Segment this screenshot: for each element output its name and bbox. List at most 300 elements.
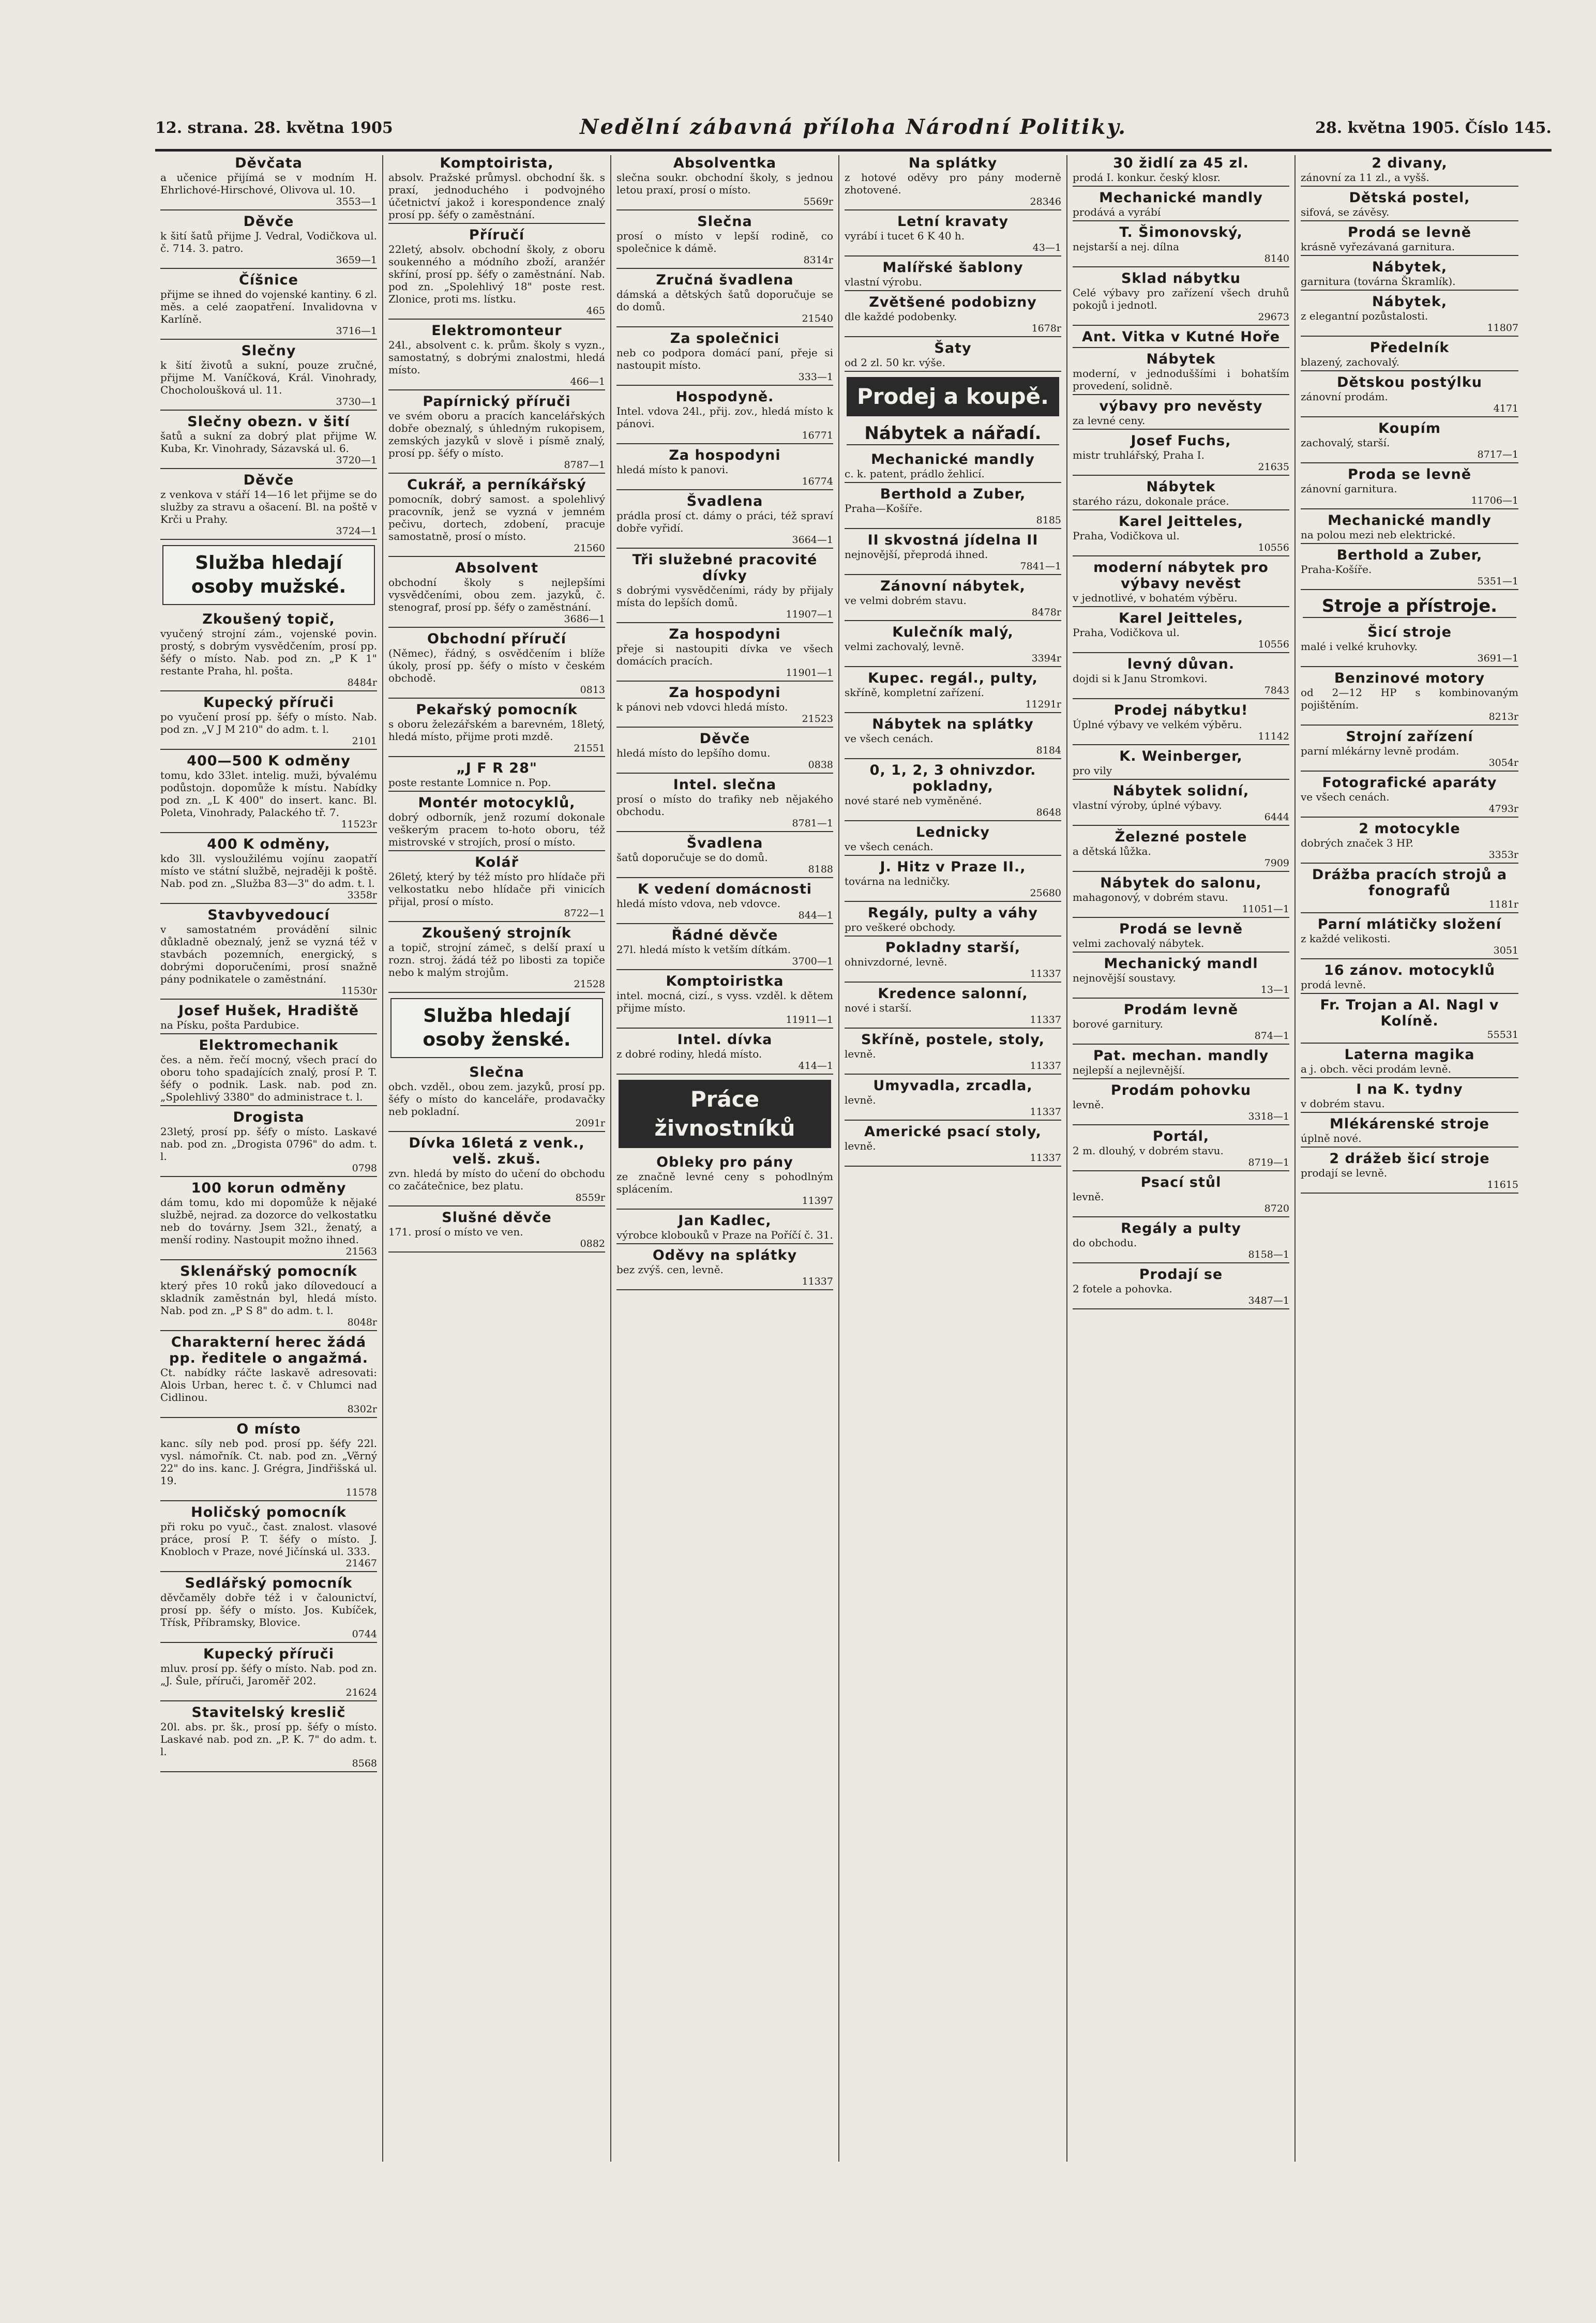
classified-ad <box>388 631 605 699</box>
ad-title: Dětskou postýlku <box>1337 374 1482 390</box>
ad-code: 4171 <box>1493 403 1518 414</box>
ad-title: Zkoušený strojník <box>422 925 571 941</box>
ad-text: levně. <box>845 1094 876 1106</box>
ad-title: Prodám levně <box>1123 1002 1239 1018</box>
classified-ad <box>388 227 605 320</box>
classified-ad <box>845 859 1061 902</box>
ad-code: 21528 <box>574 978 605 990</box>
ad-title: Mechanické mandly <box>1328 512 1492 529</box>
ad-code: 7843 <box>1264 685 1289 696</box>
ad-title: O místo <box>236 1421 301 1437</box>
ad-title: Charakterní herec žádá pp. ředitele o angažmá. <box>169 1334 368 1366</box>
ad-title: Za hospodyni <box>669 685 781 701</box>
ad-text: vlastní výrobu. <box>845 276 922 288</box>
classified-ad <box>845 824 1061 856</box>
classified-ad <box>1301 1116 1518 1148</box>
ad-title: I na K. tydny <box>1356 1081 1463 1097</box>
ad-text: nejstarší a nej. dílna <box>1073 240 1180 253</box>
ad-title: 16 zánov. motocyklů <box>1324 962 1495 978</box>
ad-code: 3318—1 <box>1248 1111 1289 1122</box>
ad-text: levně. <box>845 1140 876 1152</box>
ad-code: 5351—1 <box>1477 576 1518 587</box>
ad-title: Elektromonteur <box>431 323 562 339</box>
ad-text: výrobce klobouků v Praze na Poříčí č. 31. <box>616 1229 833 1241</box>
ad-code: 11911—1 <box>786 1014 833 1025</box>
ad-title: Šicí stroje <box>1367 624 1452 640</box>
ad-title: Slečna <box>697 214 752 230</box>
ad-title: Berthold a Zuber, <box>1336 547 1483 563</box>
ad-code: 4793r <box>1488 803 1518 814</box>
ad-text: tomu, kdo 33let. intelig. muži, bývalému podůstojn. dopomůže k místu. Nabídky pod zn. „L K 400" do insert. kanc. Bl. Poleta, Vinohrady, Palackého tř. 7. <box>160 769 377 819</box>
ad-title: Sklad nábytku <box>1121 270 1241 286</box>
ad-code: 8302r <box>347 1404 377 1415</box>
ad-text: pro vily <box>1073 764 1112 777</box>
ad-title: levný důvan. <box>1127 656 1235 672</box>
ad-text: (Němec), řádný, s osvědčením i blíže úkoly, prosí pp. šéfy o místo v českém obchodě. <box>388 647 605 684</box>
classified-ad <box>1073 560 1289 607</box>
ad-title: Prodá se levně <box>1119 921 1243 937</box>
ad-title: Jan Kadlec, <box>678 1213 772 1229</box>
ad-code: 7909 <box>1264 857 1289 869</box>
ad-code: 3553—1 <box>336 196 377 207</box>
ad-title: Drogista <box>233 1109 305 1125</box>
classified-ad <box>388 795 605 851</box>
ad-title: Berthold a Zuber, <box>880 486 1026 502</box>
classified-ad <box>388 1210 605 1253</box>
ad-text: po vyučení prosí pp. šéfy o místo. Nab. pod zn. „V J M 210" do adm. t. l. <box>160 711 377 735</box>
ad-title: 2 motocykle <box>1359 821 1461 837</box>
ad-title: 2 drážeb šicí stroje <box>1329 1151 1490 1167</box>
ad-title: Koupím <box>1378 420 1441 436</box>
classified-ad <box>388 854 605 922</box>
classified-ad <box>845 1032 1061 1075</box>
header-left: 12. strana. 28. května 1905 <box>155 119 393 137</box>
ad-code: 5569r <box>803 196 833 207</box>
ad-title: Kupecký příruči <box>203 695 334 711</box>
classified-ad <box>1073 1174 1289 1217</box>
ad-code: 0798 <box>352 1163 377 1174</box>
column-1 <box>155 155 383 2162</box>
ad-code: 0813 <box>580 684 605 696</box>
classified-ad <box>1301 916 1518 959</box>
classified-ad <box>845 578 1061 621</box>
ad-text: obch. vzděl., obou zem. jazyků, prosí pp. šéfy o místo do kanceláře, prodavačky neb pokladní. <box>388 1080 605 1118</box>
ad-text: hledá místo do lepšího domu. <box>616 747 771 759</box>
classified-ad <box>160 472 377 540</box>
ad-title: Kredence salonní, <box>878 986 1028 1002</box>
ad-code: 466—1 <box>570 376 605 387</box>
section-subheading: Nábytek a nářadí. <box>847 423 1059 445</box>
ad-title: 400 K odměny, <box>207 836 330 852</box>
ad-title: Malířské šablony <box>882 260 1023 276</box>
ad-title: Prodají se <box>1139 1266 1223 1283</box>
ad-text: kanc. síly neb pod. prosí pp. šéfy 22l. vysl. námořník. Ct. nab. pod zn. „Věrný 22" do ins. kanc. J. Grégra, Jindřišská ul. 19. <box>160 1437 377 1487</box>
ad-title: Kolář <box>475 854 519 870</box>
ad-title: Tři služebné pracovité dívky <box>632 552 818 584</box>
classified-ad <box>388 1135 605 1206</box>
classified-ad <box>616 685 833 728</box>
ad-code: 21563 <box>345 1246 377 1257</box>
classified-ad <box>1301 259 1518 291</box>
classified-ad <box>1301 190 1518 221</box>
classified-ad <box>1073 224 1289 267</box>
ad-code: 11337 <box>1030 1106 1061 1118</box>
ad-title: Nábytek solidní, <box>1112 783 1249 799</box>
classified-ad <box>160 414 377 469</box>
section-heading: Služba hledají osoby ženské. <box>390 998 603 1058</box>
ad-text: nejnovější, přeprodá ihned. <box>845 548 988 561</box>
ad-code: 3686—1 <box>564 613 605 625</box>
ad-text: parní mlékárny levně prodám. <box>1301 745 1459 757</box>
ad-title: Nábytek, <box>1372 294 1448 310</box>
ad-code: 21624 <box>345 1687 377 1698</box>
classified-ad <box>1073 398 1289 430</box>
classified-ad <box>160 1704 377 1772</box>
ad-title: Kupecký příruči <box>203 1646 334 1662</box>
classified-ad <box>845 214 1061 257</box>
ad-text: od 2—12 HP s kombinovaným pojištěním. <box>1301 686 1518 711</box>
ad-code: 16771 <box>802 430 833 441</box>
ad-title: Sedlářský pomocník <box>185 1575 353 1591</box>
ad-title: Dívka 16letá z venk., velš. zkuš. <box>409 1135 585 1167</box>
ad-title: 100 korun odměny <box>191 1180 347 1196</box>
classified-ad <box>845 1078 1061 1121</box>
ad-text: dobrých značek 3 HP. <box>1301 837 1414 849</box>
ad-text: přijme se ihned do vojenské kantiny. 6 zl. měs. a celé zaopatření. Invalidovna v Karlíně. <box>160 288 377 325</box>
ad-code: 8720 <box>1264 1203 1289 1214</box>
ad-code: 11337 <box>1030 1014 1061 1025</box>
classified-ad <box>1073 1082 1289 1125</box>
ad-title: Slušné děvče <box>442 1210 552 1226</box>
ad-code: 0744 <box>352 1628 377 1640</box>
ad-text: levně. <box>1073 1190 1104 1203</box>
ad-title: Skříně, postele, stoly, <box>861 1032 1045 1048</box>
ad-title: Za hospodyni <box>669 447 781 463</box>
ad-text: nejnovější soustavy. <box>1073 972 1176 984</box>
classified-ad <box>616 389 833 444</box>
ad-title: Proda se levně <box>1347 466 1472 482</box>
ad-code: 21560 <box>574 542 605 554</box>
classified-ad <box>160 1037 377 1106</box>
classified-ad <box>616 1247 833 1290</box>
ad-title: Psací stůl <box>1140 1174 1222 1190</box>
classified-ad <box>160 343 377 411</box>
ad-title: Lednicky <box>916 824 990 840</box>
ad-title: Děvče <box>243 472 294 488</box>
classified-ad <box>1073 783 1289 826</box>
ad-code: 10556 <box>1258 542 1289 553</box>
ad-text: hledá místo vdova, neb vdovce. <box>616 897 781 910</box>
ad-title: Obleky pro pány <box>656 1154 793 1170</box>
ad-text: přeje si nastoupiti dívka ve všech domácích pracích. <box>616 642 833 667</box>
ad-title: Šaty <box>934 340 972 356</box>
ad-text: mistr truhlářský, Praha I. <box>1073 449 1204 461</box>
ad-title: Děvče <box>699 731 750 747</box>
ad-text: zánovní prodám. <box>1301 390 1388 403</box>
ad-text: k šití šatů přijme J. Vedral, Vodičkova ul. č. 714. 3. patro. <box>160 230 377 254</box>
classified-ad <box>845 670 1061 713</box>
ad-text: velmi zachovalý nábytek. <box>1073 937 1204 949</box>
ad-title: Josef Fuchs, <box>1131 433 1231 449</box>
ad-text: do obchodu. <box>1073 1236 1137 1249</box>
ad-code: 8781—1 <box>792 818 833 829</box>
ad-title: Slečny <box>241 343 296 359</box>
classified-ad <box>1301 512 1518 544</box>
ad-text: c. k. patent, prádlo žehlicí. <box>845 467 985 480</box>
classified-ad <box>1073 1220 1289 1263</box>
ad-text: moderní, v jednoduššími i bohatším provedení, solidně. <box>1073 367 1289 392</box>
ad-code: 13—1 <box>1260 984 1289 995</box>
classified-ad <box>845 486 1061 529</box>
ad-text: Praha, Vodičkova ul. <box>1073 530 1180 542</box>
ad-code: 3394r <box>1031 653 1061 664</box>
ad-title: Pokladny starší, <box>885 940 1021 956</box>
ad-title: Mechanické mandly <box>871 451 1035 467</box>
ad-title: Nábytek do salonu, <box>1100 875 1262 891</box>
ad-title: Nábytek, <box>1372 259 1448 275</box>
ad-code: 21523 <box>802 713 833 725</box>
ad-text: Praha, Vodičkova ul. <box>1073 626 1180 639</box>
classified-ad <box>1073 479 1289 510</box>
ad-text: ohnivzdorné, levně. <box>845 956 947 968</box>
ad-code: 11901—1 <box>786 667 833 678</box>
ad-code: 11706—1 <box>1471 495 1518 506</box>
ad-code: 3730—1 <box>336 396 377 408</box>
ad-title: Montér motocyklů, <box>418 795 576 811</box>
ad-code: 29673 <box>1258 311 1289 323</box>
ad-code: 8140 <box>1264 253 1289 264</box>
ad-text: mahagonový, v dobrém stavu. <box>1073 891 1228 903</box>
section-heading: Prodej a koupě. <box>847 377 1059 416</box>
page-header <box>155 115 1552 146</box>
classified-ad <box>1073 1048 1289 1079</box>
ad-text: 22letý, absolv. obchodní školy, z oboru soukenného a módního zboží, aranžér skříní, prosí pp. šéfy o zaměstnání. Nab. pod zn. „Spolehlivý 18" poste rest. Zlonice, proti ms. lístku. <box>388 243 605 305</box>
ad-code: 11578 <box>345 1487 377 1498</box>
ad-text: ve všech cenách. <box>1301 791 1390 803</box>
classified-ad <box>616 973 833 1029</box>
classified-ad <box>160 695 377 750</box>
ad-text: dobrý odborník, jenž rozumí dokonale veškerým pracem to-hoto oboru, též mistrovské v strojích, prosí o místo. <box>388 811 605 848</box>
ad-title: Stavbyvedoucí <box>207 907 330 923</box>
ad-text: prodává a vyrábí <box>1073 206 1161 218</box>
classified-ad <box>160 753 377 833</box>
ad-code: 11337 <box>1030 1060 1061 1072</box>
ad-text: vyučený strojní zám., vojenské povin. prostý, s dobrým vysvědčením, prosí pp. šéfy o místo. Nab. pod zn. „P K 1" restante Praha, hl. pošta. <box>160 627 377 677</box>
ad-title: Předelník <box>1369 340 1450 356</box>
ad-title: 400—500 K odměny <box>187 753 351 769</box>
ad-text: na polou mezi neb elektrické. <box>1301 529 1456 541</box>
classified-ad <box>1073 514 1289 556</box>
ad-title: K vedení domácnosti <box>638 881 812 897</box>
ad-code: 25680 <box>1030 887 1061 899</box>
ad-text: absolv. Pražské průmysl. obchodní šk. s praxí, jednoduchého i podvojného účetnictví jakož i korespondence znalý prosí pp. šéfy o zaměstnání. <box>388 171 605 221</box>
ad-title: Příručí <box>469 227 525 243</box>
classified-ad <box>1301 155 1518 187</box>
ad-title: Zvětšené podobizny <box>869 294 1037 310</box>
ad-text: z dobré rodiny, hledá místo. <box>616 1048 762 1060</box>
ad-code: 0882 <box>580 1238 605 1249</box>
ad-code: 11397 <box>802 1195 833 1206</box>
ad-title: Za hospodyni <box>669 626 781 642</box>
classified-ad <box>1301 775 1518 818</box>
ad-title: Komptoirista, <box>440 155 554 171</box>
ad-code: 8213r <box>1488 711 1518 722</box>
classified-ad <box>160 1180 377 1260</box>
ad-title: Strojní zařízení <box>1346 729 1473 745</box>
ad-code: 11337 <box>1030 968 1061 979</box>
ad-text: šatů a sukní za dobrý plat přijme W. Kuba, Kr. Vinohrady, Sázavská ul. 6. <box>160 430 377 455</box>
ad-title: Stavitelský kreslič <box>191 1704 346 1721</box>
ad-text: dám tomu, kdo mi dopomůže k nějaké službě, nejrad. za dozorce do velkostatku neb do továrny. Jsem 32l., ženatý, a menší rodiny. Nastoupit možno ihned. <box>160 1196 377 1246</box>
classified-ad <box>616 835 833 878</box>
ad-text: Praha—Košíře. <box>845 502 923 515</box>
ad-title: Švadlena <box>686 835 763 851</box>
ad-text: s dobrými vysvědčeními, rády by přijaly místa do lepších domů. <box>616 584 833 609</box>
ad-text: neb co podpora domácí paní, přeje si nastoupit místo. <box>616 346 833 371</box>
ad-text: 27l. hledá místo k vetším dítkám. <box>616 943 791 956</box>
ad-text: nejlepší a nejlevnější. <box>1073 1064 1185 1076</box>
ad-title: Cukrář, a perníkářský <box>407 477 586 493</box>
ad-text: blazený, zachovalý. <box>1301 356 1399 368</box>
classified-ad <box>1073 270 1289 326</box>
ad-code: 3487—1 <box>1248 1295 1289 1306</box>
ad-text: v dobrém stavu. <box>1301 1097 1385 1110</box>
ad-text: hledá místo k panovi. <box>616 463 729 476</box>
classified-ad <box>1073 702 1289 745</box>
classified-ad <box>160 1003 377 1034</box>
classified-ad <box>845 451 1061 483</box>
ad-code: 11051—1 <box>1242 903 1289 915</box>
ad-text: sifová, se závěsy. <box>1301 206 1390 218</box>
ad-title: Intel. slečna <box>673 777 777 793</box>
ad-title: Mechanické mandly <box>1099 190 1263 206</box>
classified-ad <box>845 624 1061 667</box>
ad-code: 3664—1 <box>792 534 833 546</box>
ad-title: Letní kravaty <box>897 214 1009 230</box>
ad-title: Zánovní nábytek, <box>880 578 1026 594</box>
ad-code: 8185 <box>1036 515 1061 526</box>
classified-ad <box>845 155 1061 210</box>
ad-text: 24l., absolvent c. k. prům. školy s vyzn., samostatný, s dobrými znalostmi, hledá místo. <box>388 339 605 376</box>
classified-ad <box>388 155 605 224</box>
ad-code: 3716—1 <box>336 325 377 337</box>
ad-title: Sklenářský pomocník <box>180 1263 357 1279</box>
classified-ad <box>160 1109 377 1177</box>
classified-ad <box>160 272 377 340</box>
classified-ad <box>1301 420 1518 463</box>
ad-title: Pat. mechan. mandly <box>1093 1048 1269 1064</box>
classified-ad <box>1301 821 1518 864</box>
classified-ad <box>616 493 833 549</box>
classified-ad <box>616 330 833 386</box>
section-heading: Práce živnostníků <box>619 1080 831 1148</box>
ad-code: 21551 <box>574 743 605 754</box>
ad-code: 844—1 <box>798 910 833 921</box>
ad-code: 2101 <box>352 735 377 747</box>
ad-code: 7841—1 <box>1020 561 1061 572</box>
ad-text: vlastní výroby, úplné výbavy. <box>1073 799 1222 811</box>
ad-text: Praha-Košíře. <box>1301 563 1372 576</box>
ad-title: 0, 1, 2, 3 ohnivzdor. pokladny, <box>869 762 1036 794</box>
ad-code: 333—1 <box>798 371 833 383</box>
classified-ad <box>1301 729 1518 772</box>
ad-text: garnitura (továrna Škramlík). <box>1301 275 1456 288</box>
classified-ad <box>1073 1266 1289 1309</box>
classified-ad <box>845 986 1061 1029</box>
classified-ad <box>616 214 833 269</box>
ad-code: 10556 <box>1258 639 1289 650</box>
ad-text: 26letý, který by též místo pro hlídače při velkostatku nebo hlídače při vinicích přijal, prosí o místo. <box>388 870 605 908</box>
ad-title: T. Šimonovský, <box>1119 224 1243 240</box>
classified-ad <box>1073 656 1289 699</box>
classified-ad <box>388 760 605 792</box>
ad-title: Oděvy na splátky <box>652 1247 797 1263</box>
classified-ad <box>388 560 605 628</box>
classified-ad <box>845 716 1061 759</box>
ad-text: který přes 10 roků jako dílovedoucí a skladník zaměstnán byl, hledá místo. Nab. pod zn. „P S 8" do adm. t. l. <box>160 1279 377 1317</box>
ad-code: 8478r <box>1031 607 1061 618</box>
ad-text: krásně vyřezávaná garnitura. <box>1301 240 1455 253</box>
ad-title: „J F R 28" <box>456 760 537 776</box>
ad-title: Děvčata <box>235 155 303 171</box>
ad-title: Zkoušený topič, <box>202 611 335 627</box>
ad-title: Číšnice <box>239 272 298 288</box>
column-3 <box>611 155 839 2162</box>
ad-title: Intel. dívka <box>677 1032 773 1048</box>
ad-code: 28346 <box>1030 196 1061 207</box>
classified-ad <box>616 1032 833 1075</box>
header-right: 28. května 1905. Číslo 145. <box>1315 119 1552 137</box>
ad-text: prosí o místo v lepší rodině, co společnice k dámě. <box>616 230 833 254</box>
classified-ad <box>1073 748 1289 780</box>
ad-title: 30 židlí za 45 zl. <box>1113 155 1249 171</box>
ad-title: Kulečník malý, <box>892 624 1014 640</box>
ad-text: ve velmi dobrém stavu. <box>845 594 967 607</box>
classified-ad <box>616 731 833 774</box>
classified-ad <box>160 611 377 691</box>
ad-text: a dětská lůžka. <box>1073 845 1151 857</box>
classified-ad <box>616 626 833 682</box>
classified-ad <box>616 881 833 924</box>
classified-ad <box>388 1064 605 1132</box>
ad-title: Nábytek <box>1146 351 1216 367</box>
ad-code: 11530r <box>341 985 377 997</box>
classified-ad <box>1073 351 1289 395</box>
ad-title: Ant. Vitka v Kutné Hoře <box>1081 329 1281 345</box>
ad-title: Regály a pulty <box>1121 1220 1241 1236</box>
ad-text: ze značně levné ceny s pohodlným splácením. <box>616 1170 833 1195</box>
ad-code: 1678r <box>1031 323 1061 334</box>
ad-text: a topič, strojní zámeč, s delší praxí u rozn. stroj. žádá též po libosti za topiče nebo k malým strojům. <box>388 941 605 978</box>
ad-text: malé i velké kruhovky. <box>1301 640 1418 653</box>
column-6 <box>1296 155 1524 2162</box>
ad-title: Pekařský pomocník <box>416 702 578 718</box>
ad-code: 8648 <box>1036 807 1061 818</box>
ad-title: Za společnici <box>670 330 780 346</box>
ad-title: Zručná švadlena <box>656 272 794 288</box>
classified-ad <box>616 777 833 832</box>
ad-title: Fotografické aparáty <box>1322 775 1497 791</box>
ad-code: 11142 <box>1258 731 1289 742</box>
ad-title: Regály, pulty a váhy <box>867 905 1038 921</box>
ad-title: Prodám pohovku <box>1110 1082 1252 1098</box>
classified-ad <box>160 1504 377 1572</box>
ad-text: z každé velikosti. <box>1301 932 1391 945</box>
classified-ad <box>1073 610 1289 653</box>
classified-ad <box>160 1646 377 1701</box>
classified-ad <box>616 155 833 210</box>
classified-ad <box>1073 1128 1289 1171</box>
